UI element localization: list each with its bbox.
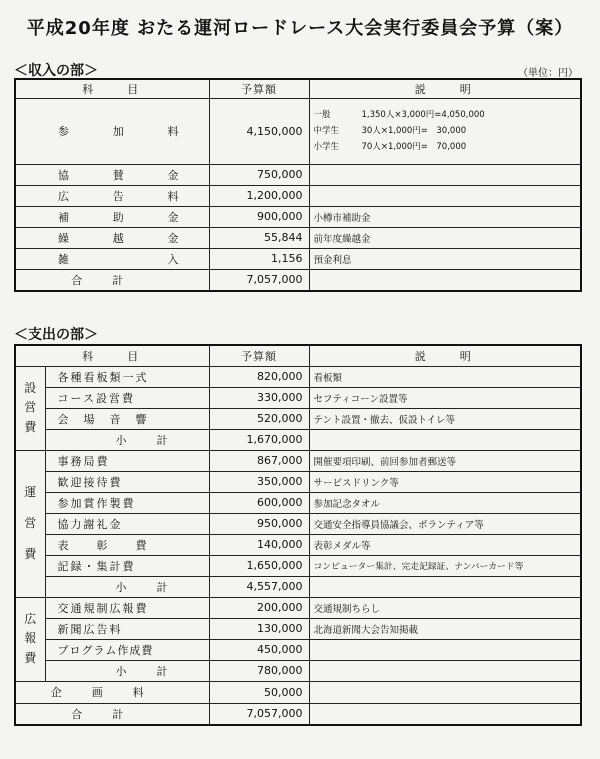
expense-header-item: 科 目 bbox=[15, 345, 209, 366]
income-row: 補 助 金 900,000 小樽市補助金 bbox=[15, 206, 581, 227]
income-total-label: 合計 bbox=[15, 269, 209, 291]
income-header-desc: 説 明 bbox=[309, 79, 581, 98]
subtotal-row: 小計 4,557,000 bbox=[15, 576, 581, 597]
expense-row: 記録・集計費 1,650,000 コンピューター集計、完走記録証、ナンバーカード等 bbox=[15, 555, 581, 576]
planning-amount: 50,000 bbox=[209, 681, 309, 703]
expense-row: 参加賞作製費 600,000 参加記念タオル bbox=[15, 492, 581, 513]
page-title: 平成20年度 おたる運河ロードレース大会実行委員会予算（案） bbox=[26, 18, 574, 39]
income-row: 広 告 料 1,200,000 bbox=[15, 185, 581, 206]
participation-breakdown: 一般 1,350人×3,000円=4,050,000 中学生 30人×1,000円= 30,000 小学生 70人×1,000円= 70,000 bbox=[309, 98, 581, 164]
expense-row: 設 営 費 各種看板類一式 820,000 看板類 bbox=[15, 366, 581, 387]
income-header-row bbox=[15, 79, 581, 98]
income-row: 雑 入 1,156 預金利息 bbox=[15, 248, 581, 269]
expense-row: 協力謝礼金 950,000 交通安全指導員協議会、ボランティア等 bbox=[15, 513, 581, 534]
income-total-amount: 7,057,000 bbox=[209, 269, 309, 291]
expense-row: 新聞広告料 130,000 北海道新聞大会告知掲載 bbox=[15, 618, 581, 639]
expense-row: 会 場 音 響 520,000 テント設置・撤去、仮設トイレ等 bbox=[15, 408, 581, 429]
expense-header-amount: 予算額 bbox=[209, 345, 309, 366]
expense-total-label: 合計 bbox=[15, 703, 209, 725]
income-row: 繰 越 金 55,844 前年度繰越金 bbox=[15, 227, 581, 248]
category-operation: 運 営 費 bbox=[15, 450, 45, 597]
expense-row: コース設営費 330,000 セフティコーン設置等 bbox=[15, 387, 581, 408]
income-total-row bbox=[15, 269, 581, 291]
income-header-item: 科 目 bbox=[15, 79, 209, 98]
expense-row: 歓迎接待費 350,000 サービスドリンク等 bbox=[15, 471, 581, 492]
expense-row: 運 営 費 事務局費 867,000 開催要項印刷、前回参加者郵送等 bbox=[15, 450, 581, 471]
income-header-amount: 予算額 bbox=[209, 79, 309, 98]
expense-table bbox=[14, 344, 582, 726]
unit-label: （単位：円） bbox=[518, 68, 578, 79]
expense-header-row bbox=[15, 345, 581, 366]
category-publicity: 広 報 費 bbox=[15, 597, 45, 681]
income-row-participation bbox=[15, 98, 581, 164]
income-item: 参 加 料 bbox=[15, 98, 209, 164]
income-table bbox=[14, 78, 582, 292]
expense-row: プログラム作成費 450,000 bbox=[15, 639, 581, 660]
income-row: 協 賛 金 750,000 bbox=[15, 164, 581, 185]
expense-header-desc: 説 明 bbox=[309, 345, 581, 366]
planning-label: 企画料 bbox=[15, 681, 209, 703]
income-amount: 4,150,000 bbox=[209, 98, 309, 164]
expense-heading: ＜支出の部＞ bbox=[14, 327, 98, 343]
subtotal-row: 小計 1,670,000 bbox=[15, 429, 581, 450]
income-heading: ＜収入の部＞ bbox=[14, 63, 98, 79]
expense-row: 広 報 費 交通規制広報費 200,000 交通規制ちらし bbox=[15, 597, 581, 618]
category-setup: 設 営 費 bbox=[15, 366, 45, 450]
planning-row bbox=[15, 681, 581, 703]
expense-row: 表 彰 費 140,000 表彰メダル等 bbox=[15, 534, 581, 555]
expense-total-row bbox=[15, 703, 581, 725]
subtotal-row: 小計 780,000 bbox=[15, 660, 581, 681]
expense-total-amount: 7,057,000 bbox=[209, 703, 309, 725]
